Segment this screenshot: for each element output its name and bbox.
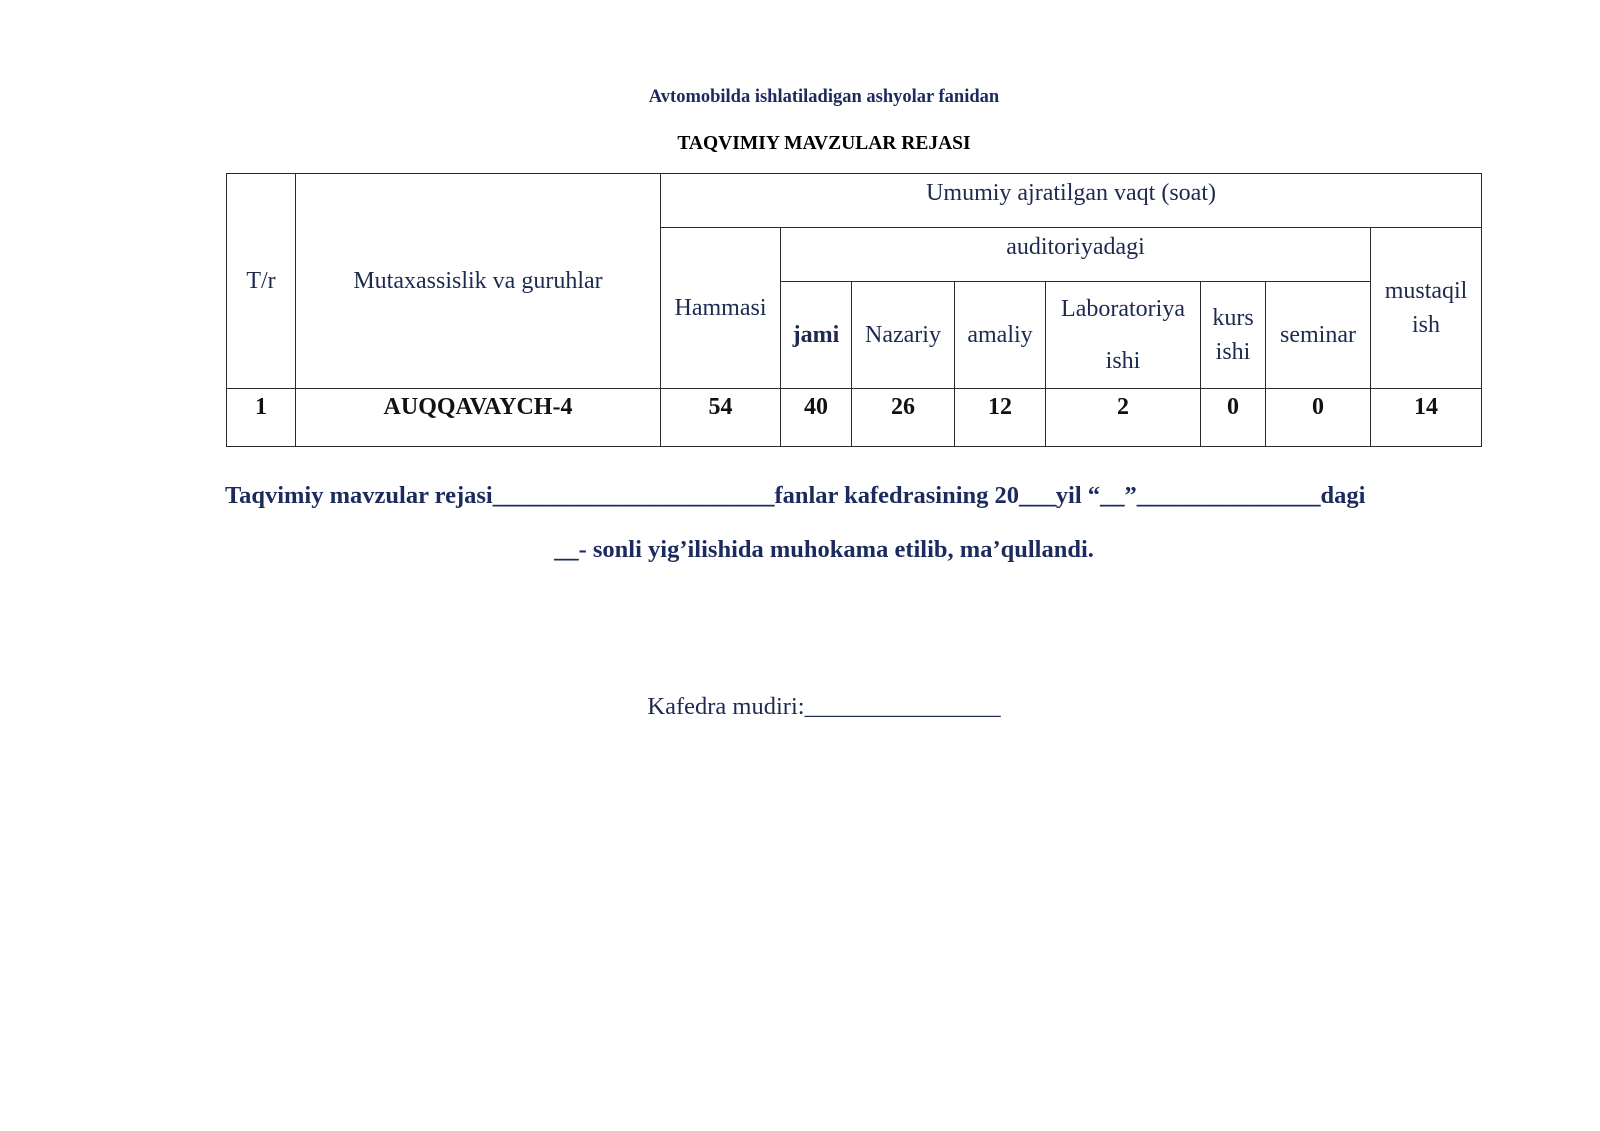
- header-nazariy: Nazariy: [852, 282, 955, 389]
- document-title: TAQVIMIY MAVZULAR REJASI: [677, 133, 971, 154]
- cell-mustaqil: 14: [1371, 389, 1482, 447]
- cell-tr: 1: [227, 389, 296, 447]
- header-laboratoriya: Laboratoriya ishi: [1046, 282, 1201, 389]
- header-seminar: seminar: [1266, 282, 1371, 389]
- header-jami: jami: [781, 282, 852, 389]
- cell-nazariy: 26: [852, 389, 955, 447]
- cell-group: AUQQAVAYCH-4: [296, 389, 661, 447]
- table-row: [227, 389, 1482, 447]
- header-amaliy: amaliy: [955, 282, 1046, 389]
- header-total-time: Umumiy ajratilgan vaqt (soat): [661, 174, 1482, 228]
- cell-amaliy: 12: [955, 389, 1046, 447]
- header-kurs: kurs ishi: [1201, 282, 1266, 389]
- cell-laboratoriya: 2: [1046, 389, 1201, 447]
- cell-hammasi: 54: [661, 389, 781, 447]
- approval-statement-line1: Taqvimiy mavzular rejasi_______________________fanlar kafedrasining 20___yil “__”_______________dagi: [225, 482, 1366, 509]
- cell-kurs: 0: [1201, 389, 1266, 447]
- header-classroom: auditoriyadagi: [781, 228, 1371, 282]
- header-tr: T/r: [227, 174, 296, 389]
- header-all: Hammasi: [661, 228, 781, 389]
- approval-statement-line2: __- sonli yig’ilishida muhokama etilib, ma’qullandi.: [554, 536, 1094, 563]
- header-row-1: [227, 174, 1482, 228]
- cell-jami: 40: [781, 389, 852, 447]
- calendar-plan-table: [226, 173, 1482, 447]
- department-head-signature: Kafedra mudiri:________________: [647, 693, 1001, 720]
- header-independent: mustaqil ish: [1371, 228, 1482, 389]
- cell-seminar: 0: [1266, 389, 1371, 447]
- header-specialty: Mutaxassislik va guruhlar: [296, 174, 661, 389]
- document-subtitle: Avtomobilda ishlatiladigan ashyolar fanidan: [648, 87, 1000, 107]
